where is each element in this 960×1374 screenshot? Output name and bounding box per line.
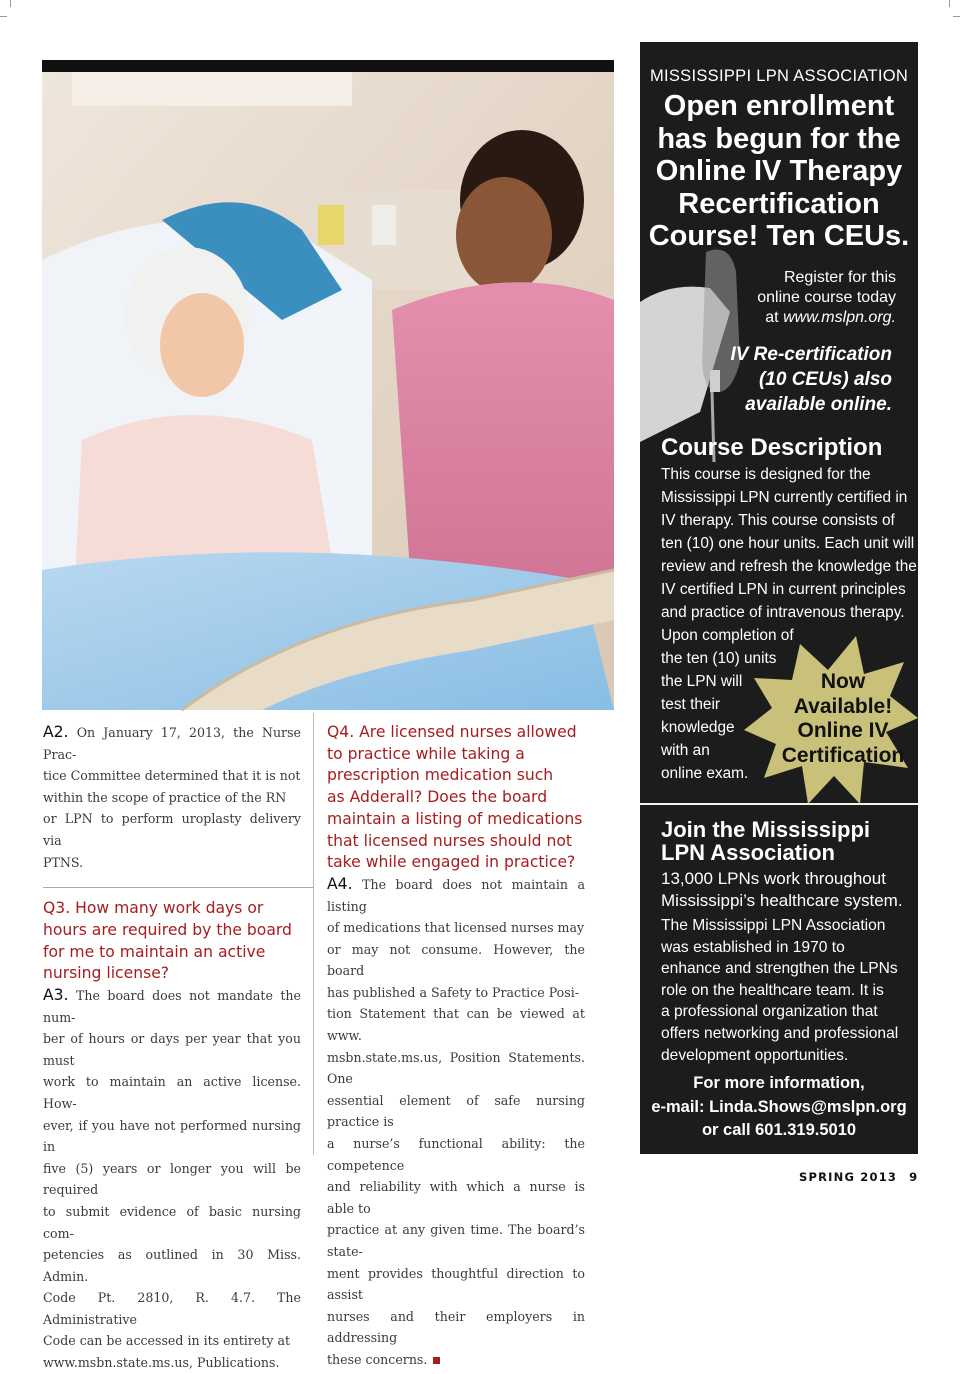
join-body-line: offers networking and professional — [661, 1024, 899, 1042]
question-line: hours are required by the board — [43, 920, 292, 939]
answer-text-line: nurses and their employers in addressing — [327, 1308, 585, 1346]
ad-headline — [640, 90, 918, 253]
starburst-line: Certification — [781, 743, 905, 767]
register-line: Register for this — [783, 269, 896, 286]
join-subtitle — [661, 868, 903, 912]
answer-a4 — [327, 874, 585, 1371]
ad-divider — [640, 803, 918, 805]
course-description-line: Upon completion of — [661, 627, 794, 644]
question-line: nursing license? — [43, 964, 170, 983]
answer-text-line: petencies as outlined in 30 Miss. Admin. — [43, 1247, 301, 1284]
answer-text-line: PTNS. — [43, 854, 84, 870]
article-column-left — [43, 722, 301, 1374]
answer-label: A4. — [327, 874, 353, 893]
answer-text-line: practice at any given time. The board’s state- — [327, 1222, 585, 1260]
answer-text-line: to submit evidence of basic nursing com- — [43, 1203, 301, 1241]
answer-text-line: ment provides thoughtful direction to assist — [327, 1265, 585, 1303]
answer-text-line: msbn.state.ms.us, Position Statements. One — [327, 1049, 585, 1087]
course-description-line: with an — [661, 742, 710, 759]
ad-headline-line: Open enrollment — [663, 90, 895, 122]
question-line: as Adderall? Does the board — [327, 788, 548, 807]
join-body-line: role on the healthcare team. It is — [661, 981, 884, 999]
answer-text-line: tion Statement that can be viewed at www. — [327, 1006, 585, 1044]
contact-line: For more information, — [693, 1074, 865, 1092]
answer-text-line: ever, if you have not performed nursing in — [43, 1117, 301, 1155]
contact-email-link[interactable]: e-mail: Linda.Shows@mslpn.org — [651, 1097, 907, 1116]
column-divider — [313, 713, 314, 1155]
question-line: for me to maintain an active — [43, 942, 266, 961]
iv-recert-line: (10 CEUs) also — [758, 369, 892, 390]
question-line: that licensed nurses should not — [327, 831, 573, 850]
course-description-line: the LPN will — [661, 673, 743, 690]
iv-recert-line: IV Re-certification — [730, 344, 892, 365]
question-line: maintain a listing of medications — [327, 809, 583, 828]
course-description-line: IV therapy. This course consists of — [661, 512, 895, 529]
join-body-line: a professional organization that — [661, 1003, 878, 1021]
answer-text-line: ber of hours or days per year that you must — [43, 1031, 301, 1068]
ad-headline-line: Online IV Therapy — [655, 155, 903, 187]
ad-top-section — [640, 42, 918, 803]
answer-label: A2. — [43, 723, 69, 741]
question-line: prescription medication such — [327, 766, 554, 785]
join-subtitle-line: Mississippi’s healthcare system. — [661, 891, 903, 910]
question-line: take while engaged in practice? — [327, 853, 576, 872]
answer-text-line: of medications that licensed nurses may — [327, 920, 585, 936]
answer-label: A3. — [43, 985, 69, 1004]
join-subtitle-line: 13,000 LPNs work throughout — [661, 869, 886, 888]
join-association-title — [661, 818, 870, 864]
join-title-line: Join the Mississippi — [661, 817, 871, 842]
contact-phone: or call 601.319.5010 — [701, 1121, 857, 1139]
question-q3 — [43, 898, 301, 985]
course-description-line: Mississippi LPN currently certified in — [661, 489, 908, 506]
iv-recert-line: available online. — [745, 394, 892, 415]
course-description-line: review and refresh the knowledge the — [661, 558, 917, 575]
photo-illustration — [42, 60, 614, 710]
course-description-line: This course is designed for the — [661, 466, 871, 483]
contact-info — [640, 1072, 918, 1143]
starburst-text — [774, 670, 912, 768]
ad-organization-name: MISSISSIPPI LPN ASSOCIATION — [649, 67, 909, 85]
end-of-article-mark — [433, 1357, 440, 1364]
question-line: Q3. How many work days or — [43, 899, 264, 918]
answer-text-line: The board does not maintain a listing — [327, 876, 585, 914]
issue-label: SPRING 2013 — [799, 1170, 898, 1184]
answer-text-line: The board does not mandate the num- — [43, 987, 301, 1025]
register-url-link[interactable]: www.mslpn.org. — [783, 309, 896, 326]
ad-headline-line: Course! Ten CEUs. — [648, 220, 910, 252]
ad-headline-line: has begun for the — [657, 122, 901, 155]
answer-text-line: Code Pt. 2810, R. 4.7. The Administrative — [43, 1290, 301, 1327]
join-body-line: enhance and strengthen the LPNs — [661, 960, 898, 978]
answer-text-line: has published a Safety to Practice Posi- — [327, 984, 579, 1000]
page-footer — [799, 1170, 917, 1184]
course-description-line: and practice of intravenous therapy. — [661, 604, 905, 621]
question-line: Q4. Are licensed nurses allowed — [327, 723, 577, 741]
answer-text-line: or LPN to perform uroplasty delivery via — [43, 811, 301, 848]
photo-nurse-and-patient — [42, 60, 614, 710]
answer-text-line: these concerns. — [327, 1351, 428, 1367]
starburst-line: Online IV — [797, 719, 889, 742]
course-description-line: the ten (10) units — [661, 650, 777, 667]
answer-text-line: or may not consume. However, the board — [327, 941, 585, 979]
answer-text-line: essential element of safe nursing practice is — [327, 1092, 585, 1130]
join-body-line: The Mississippi LPN Association — [661, 917, 886, 934]
ad-register-text — [736, 268, 896, 328]
answer-text-line: a nurse’s functional ability: the competence — [327, 1136, 585, 1173]
answer-text-line: work to maintain an active license. How- — [43, 1074, 301, 1111]
join-title-line: LPN Association — [661, 840, 835, 865]
join-body-line: development opportunities. — [661, 1046, 849, 1064]
answer-text-line: Code can be accessed in its entirety at — [43, 1333, 291, 1349]
register-line: online course today — [757, 289, 896, 306]
answer-a2 — [43, 722, 301, 873]
answer-text-line: tice Committee determined that it is not — [43, 768, 301, 784]
answer-text-line: within the scope of practice of the RN — [43, 789, 287, 805]
course-description-line: test their — [661, 696, 721, 713]
course-description-line: online exam. — [661, 765, 749, 782]
answer-a3 — [43, 985, 301, 1374]
question-line: to practice while taking a — [327, 744, 525, 763]
starburst-line: Now — [820, 670, 866, 693]
course-description-title: Course Description — [661, 434, 883, 461]
section-divider — [43, 887, 314, 888]
starburst-line: Available! — [793, 694, 893, 718]
answer-text-line: five (5) years or longer you will be required — [43, 1160, 301, 1198]
register-line: at — [765, 309, 784, 326]
course-description-line: IV certified LPN in current principles — [661, 581, 906, 598]
lpn-association-ad — [640, 42, 918, 1154]
answer-text-line: and reliability with which a nurse is able to — [327, 1179, 585, 1216]
answer-text-line: On January 17, 2013, the Nurse Prac- — [43, 725, 301, 762]
course-description-line: knowledge — [661, 719, 735, 736]
article-column-middle — [327, 722, 585, 1371]
answer-text-line: www.msbn.state.ms.us, Publications. — [43, 1355, 280, 1371]
join-body — [661, 915, 916, 1066]
join-body-line: was established in 1970 to — [661, 938, 845, 956]
page-number: 9 — [909, 1170, 918, 1184]
question-q4 — [327, 722, 585, 874]
ad-iv-recert-note — [692, 342, 892, 417]
ad-headline-line: Recertification — [678, 187, 880, 220]
course-description-line: ten (10) one hour units. Each unit will — [661, 535, 915, 552]
